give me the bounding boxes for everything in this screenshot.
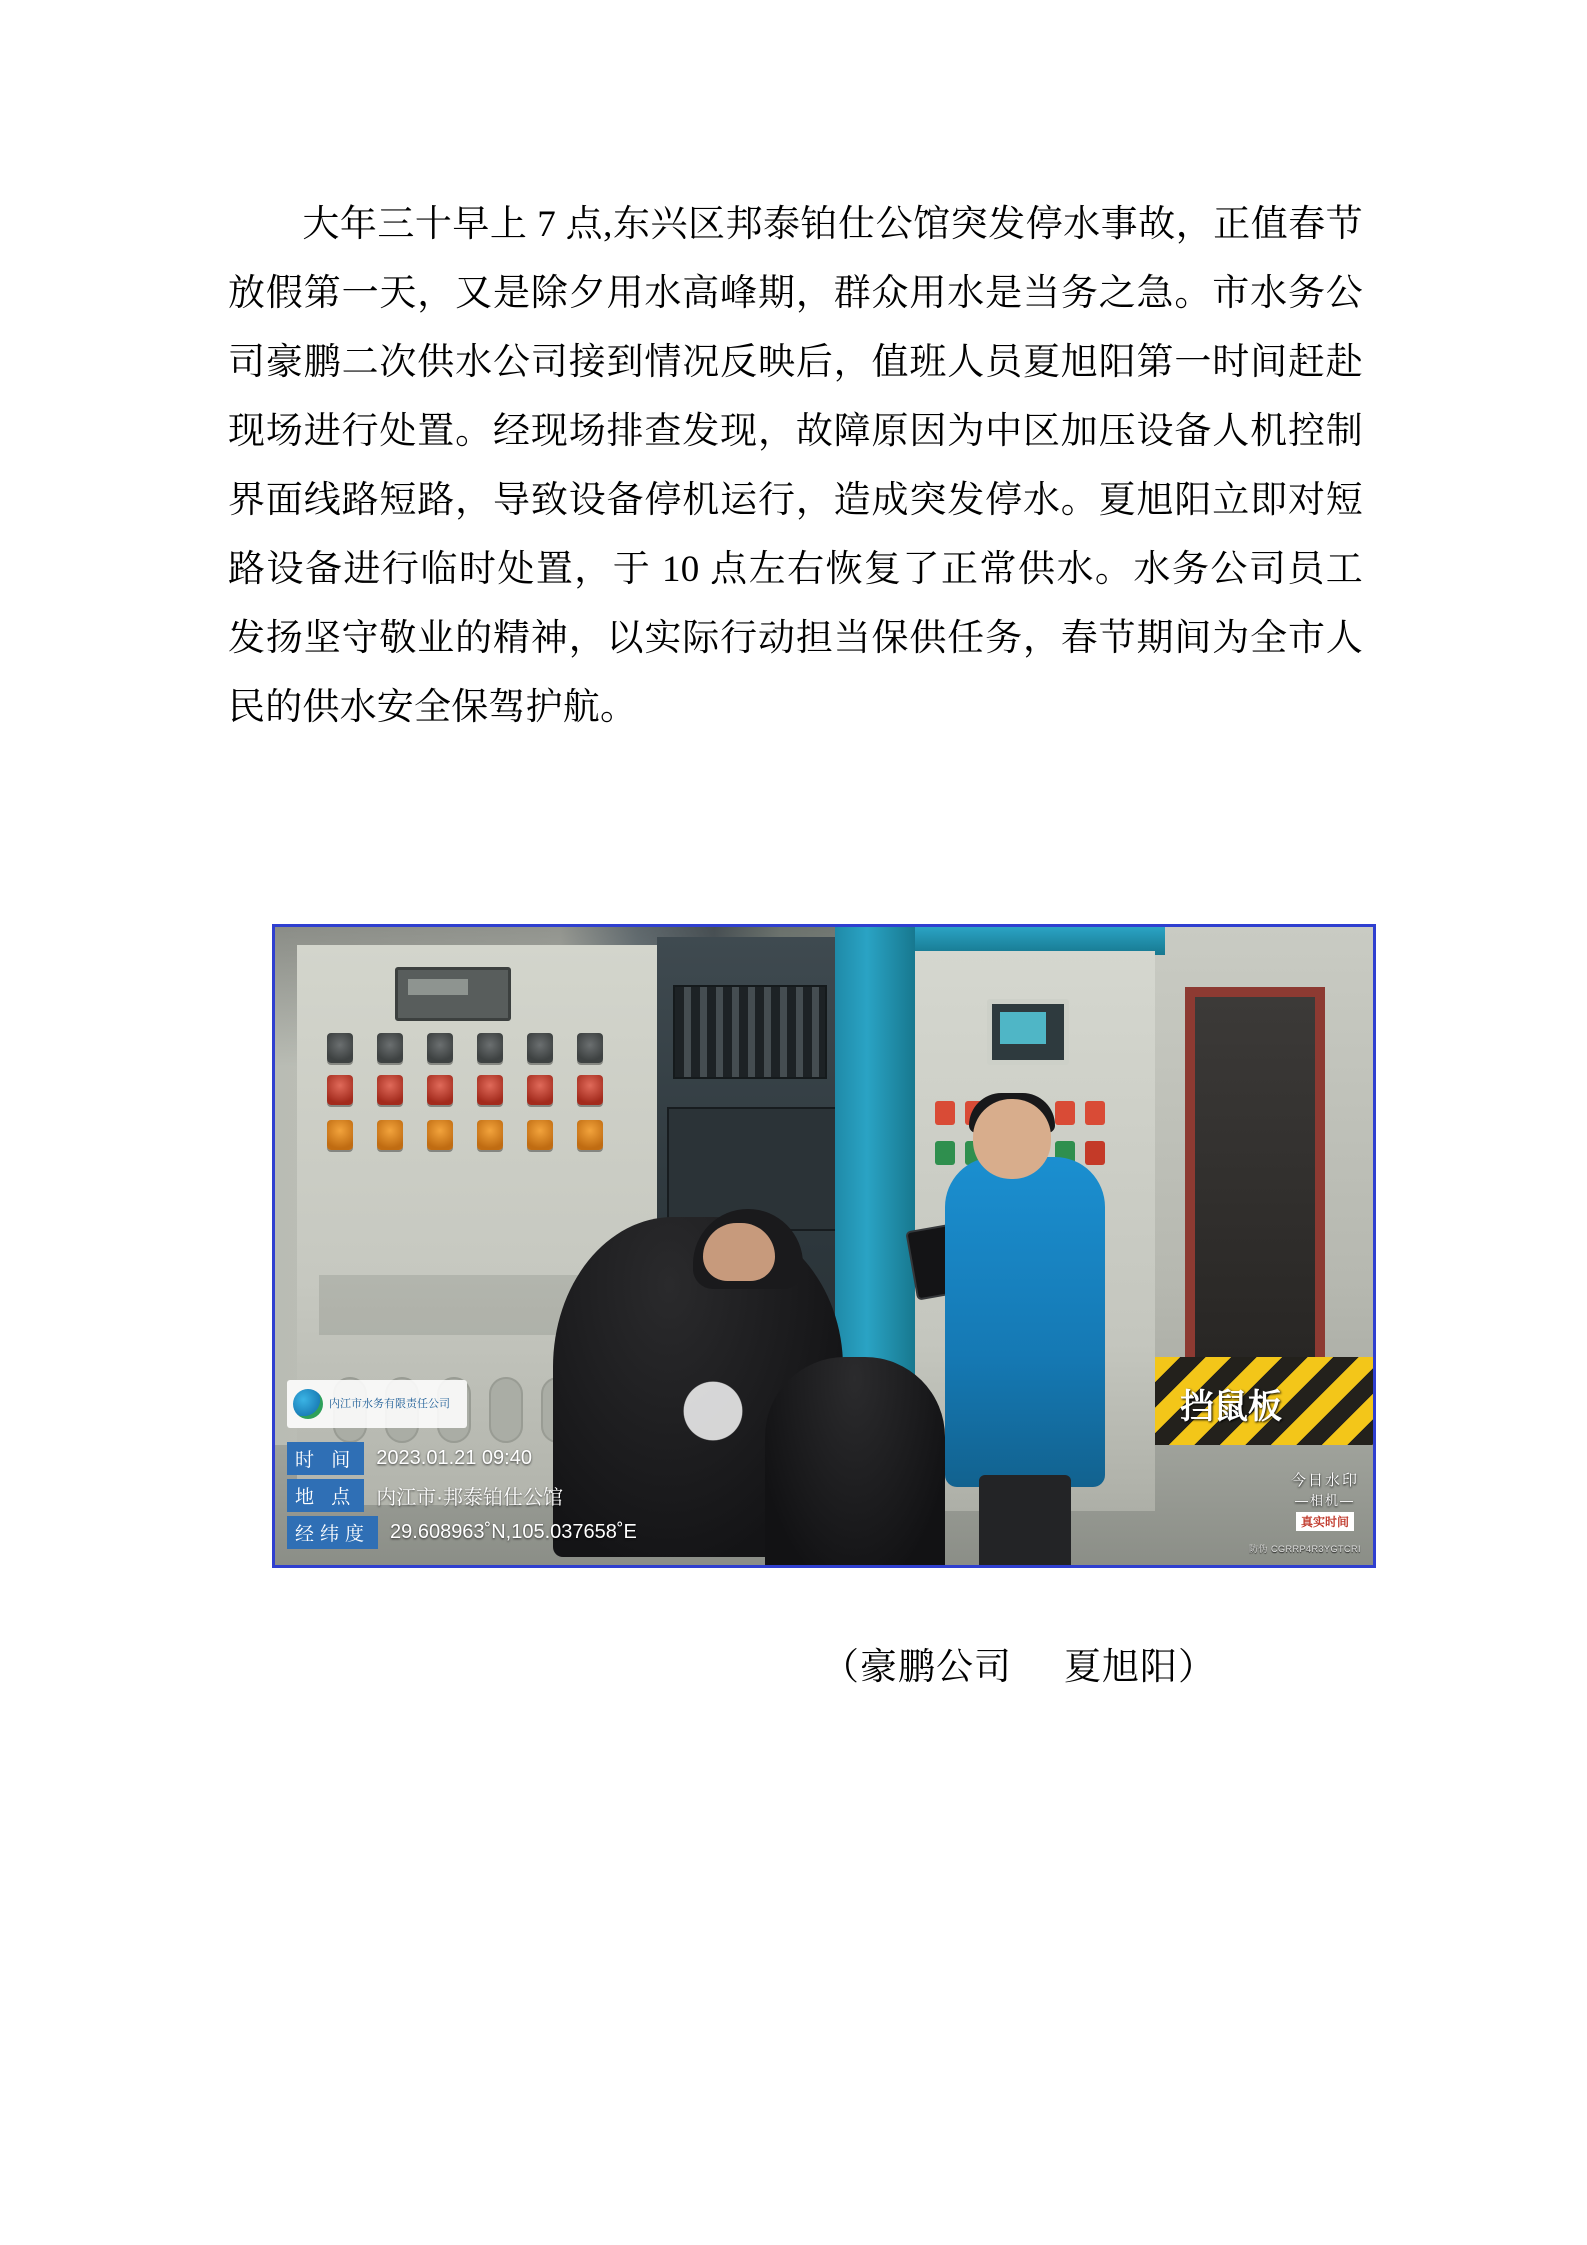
watermark-time-key: 时 间 [287, 1442, 364, 1475]
scene-person-legs [979, 1475, 1071, 1568]
watermark-row-time [287, 1442, 707, 1475]
signature-company: （豪鹏公司 [822, 1647, 1012, 1688]
watermark-company-name: 内江市水务有限责任公司 [329, 1397, 450, 1410]
article-photo [272, 924, 1376, 1568]
watermark-coords-value: 29.608963˚N,105.037658˚E [390, 1521, 637, 1543]
watermark-place-value: 内江市·邦泰铂仕公馆 [376, 1487, 563, 1509]
article-paragraph [228, 190, 1363, 742]
paragraph-text: 大年三十早上 7 点,东兴区邦泰铂仕公馆突发停水事故，正值春节放假第一天，又是除夕用水高峰期，群众用水是当务之急。市水务公司豪鹏二次供水公司接到情况反映后，值班人员夏旭阳第一时间赶赴现场进行处置。经现场排查发现，故障原因为中区加压设备人机控制界面线路短路，导致设备停机运行，造成突发停水。夏旭阳立即对短路设备进行临时处置，于 10 点左右恢复了正常供水。水务公司员工发扬坚守敬业的精神，以实际行动担当保供任务，春节期间为全市人民的供水安全保驾护航。 [228, 204, 1363, 728]
scene-door [1185, 987, 1325, 1407]
watermark-security-code: 防伪 CGRRP4R3YGTCRI [1248, 1544, 1361, 1554]
watermark-time-value: 2023.01.21 09:40 [376, 1447, 532, 1469]
watermark-coords-key: 经纬度 [287, 1516, 378, 1549]
photo-scene [275, 927, 1373, 1565]
scene-person-face [973, 1099, 1051, 1179]
scene-knob-row-2 [327, 1075, 627, 1109]
watermark-place-key: 地 点 [287, 1479, 364, 1512]
scene-person-crouching [765, 1357, 945, 1568]
scene-person-blue-jacket [945, 1157, 1105, 1487]
watermark-company-logo [287, 1380, 467, 1428]
scene-person-head [703, 1223, 775, 1281]
watermark-brand-line2: —相机— [1294, 1493, 1355, 1508]
watermark-brand-line3: 真实时间 [1296, 1512, 1354, 1531]
scene-knob-row-3 [327, 1120, 627, 1154]
signature-author: 夏旭阳） [1064, 1647, 1216, 1688]
water-drop-icon [293, 1389, 323, 1419]
watermark-brand-line1: 今日水印 [1290, 1472, 1359, 1489]
scene-touch-panel [987, 999, 1069, 1065]
watermark-brand [1291, 1469, 1359, 1531]
scene-hmi-module [395, 967, 511, 1021]
watermark-row-place [287, 1479, 707, 1512]
scene-relay-block [673, 985, 827, 1079]
watermark-row-coords [287, 1516, 707, 1549]
article-signature [822, 1636, 1216, 1690]
photo-watermark [287, 1397, 707, 1553]
scene-knob-row-1 [327, 1033, 627, 1067]
hazard-sign-label: 挡鼠板 [1180, 1388, 1282, 1426]
